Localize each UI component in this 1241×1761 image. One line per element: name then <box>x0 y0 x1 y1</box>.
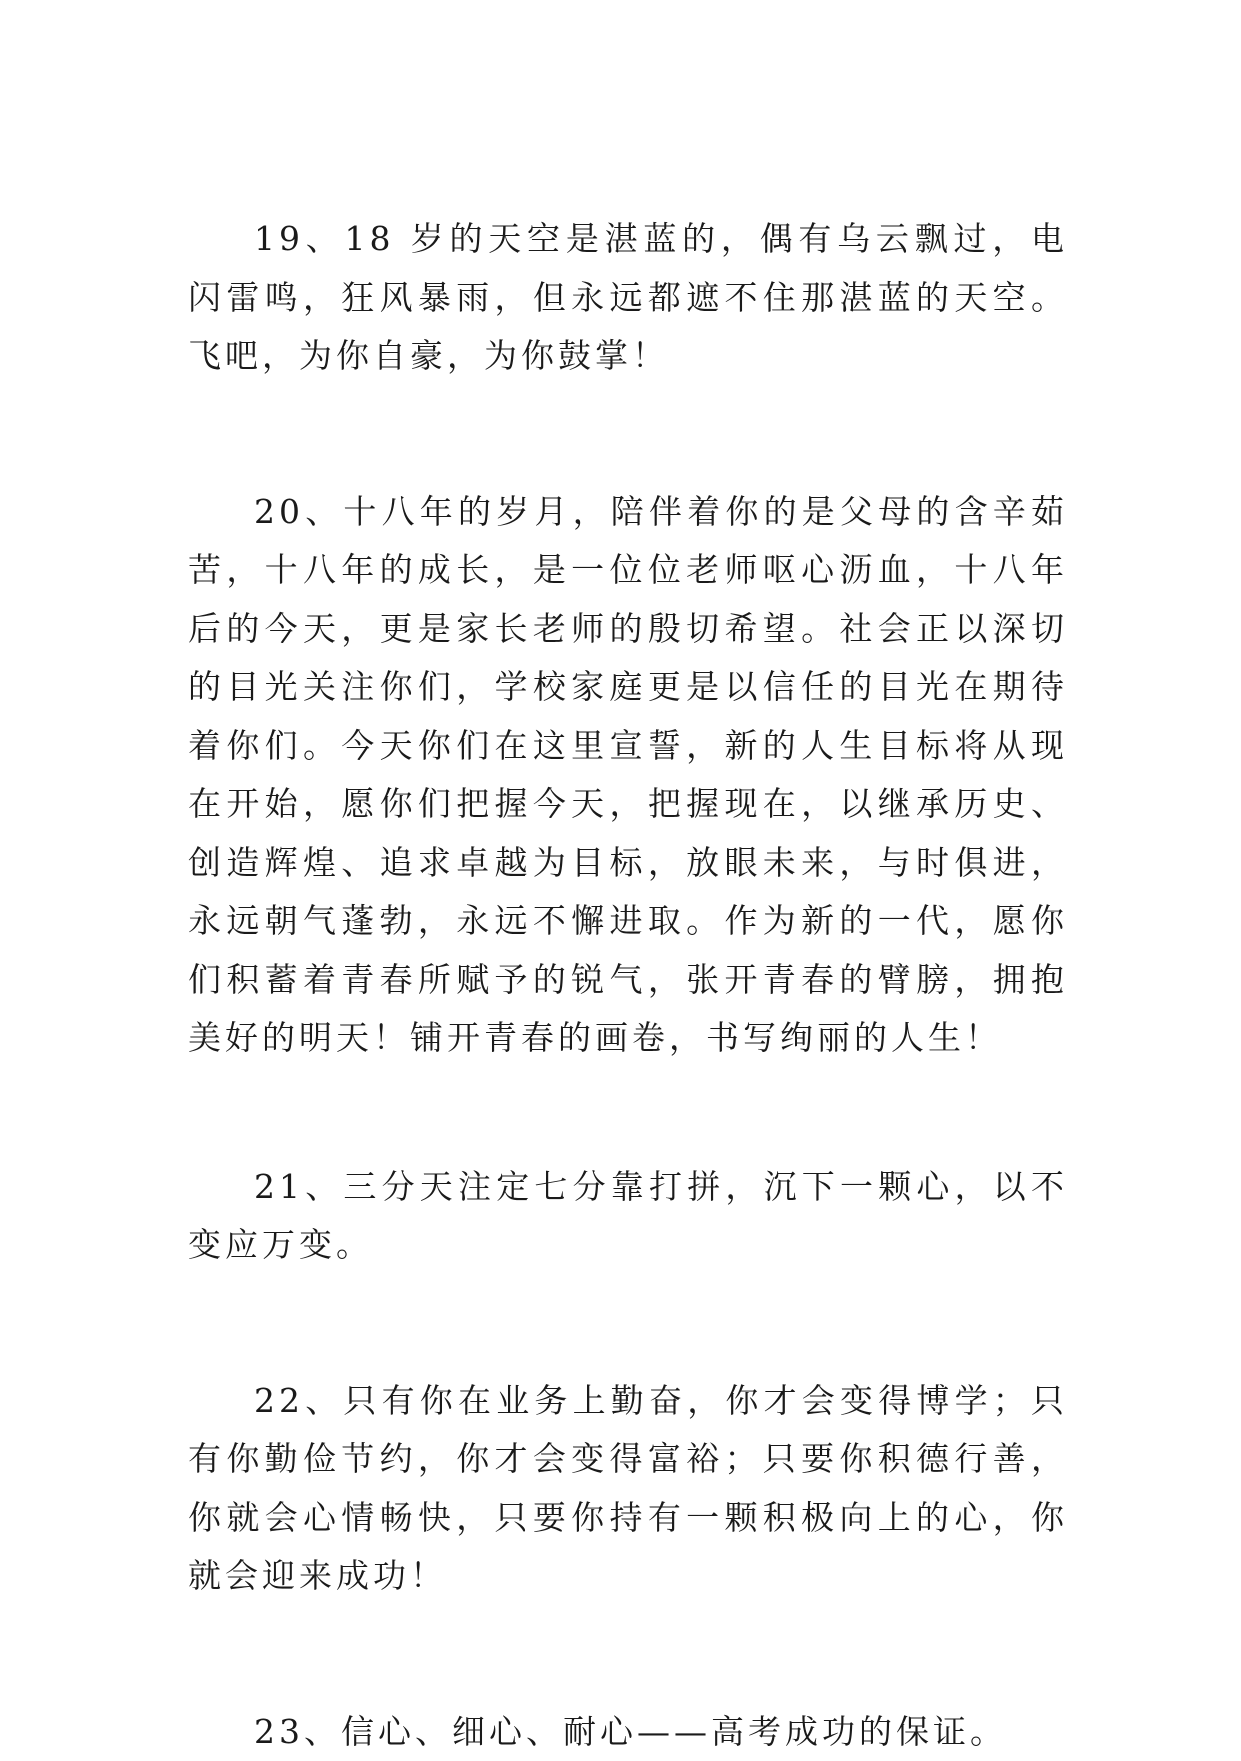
paragraph-21: 21、三分天注定七分靠打拼，沉下一颗心，以不变应万变。 <box>188 1158 1068 1275</box>
paragraph-23: 23、信心、细心、耐心——高考成功的保证。 <box>188 1703 1068 1761</box>
paragraph-19: 19、18 岁的天空是湛蓝的，偶有乌云飘过，电闪雷鸣，狂风暴雨，但永远都遮不住那湛蓝的天空。飞吧，为你自豪，为你鼓掌！ <box>188 210 1068 386</box>
paragraph-22: 22、只有你在业务上勤奋，你才会变得博学；只有你勤俭节约，你才会变得富裕；只要你积德行善，你就会心情畅快，只要你持有一颗积极向上的心，你就会迎来成功！ <box>188 1372 1068 1606</box>
paragraph-20: 20、十八年的岁月，陪伴着你的是父母的含辛茹苦，十八年的成长，是一位位老师呕心沥血，十八年后的今天，更是家长老师的殷切希望。社会正以深切的目光关注你们，学校家庭更是以信任的目光在期待着你们。今天你们在这里宣誓，新的人生目标将从现在开始，愿你们把握今天，把握现在，以继承历史、创造辉煌、追求卓越为目标，放眼未来，与时俱进，永远朝气蓬勃，永远不懈进取。作为新的一代，愿你们积蓄着青春所赋予的锐气，张开青春的臂膀，拥抱美好的明天！铺开青春的画卷，书写绚丽的人生！ <box>188 483 1068 1068</box>
document-body <box>188 210 1068 1761</box>
